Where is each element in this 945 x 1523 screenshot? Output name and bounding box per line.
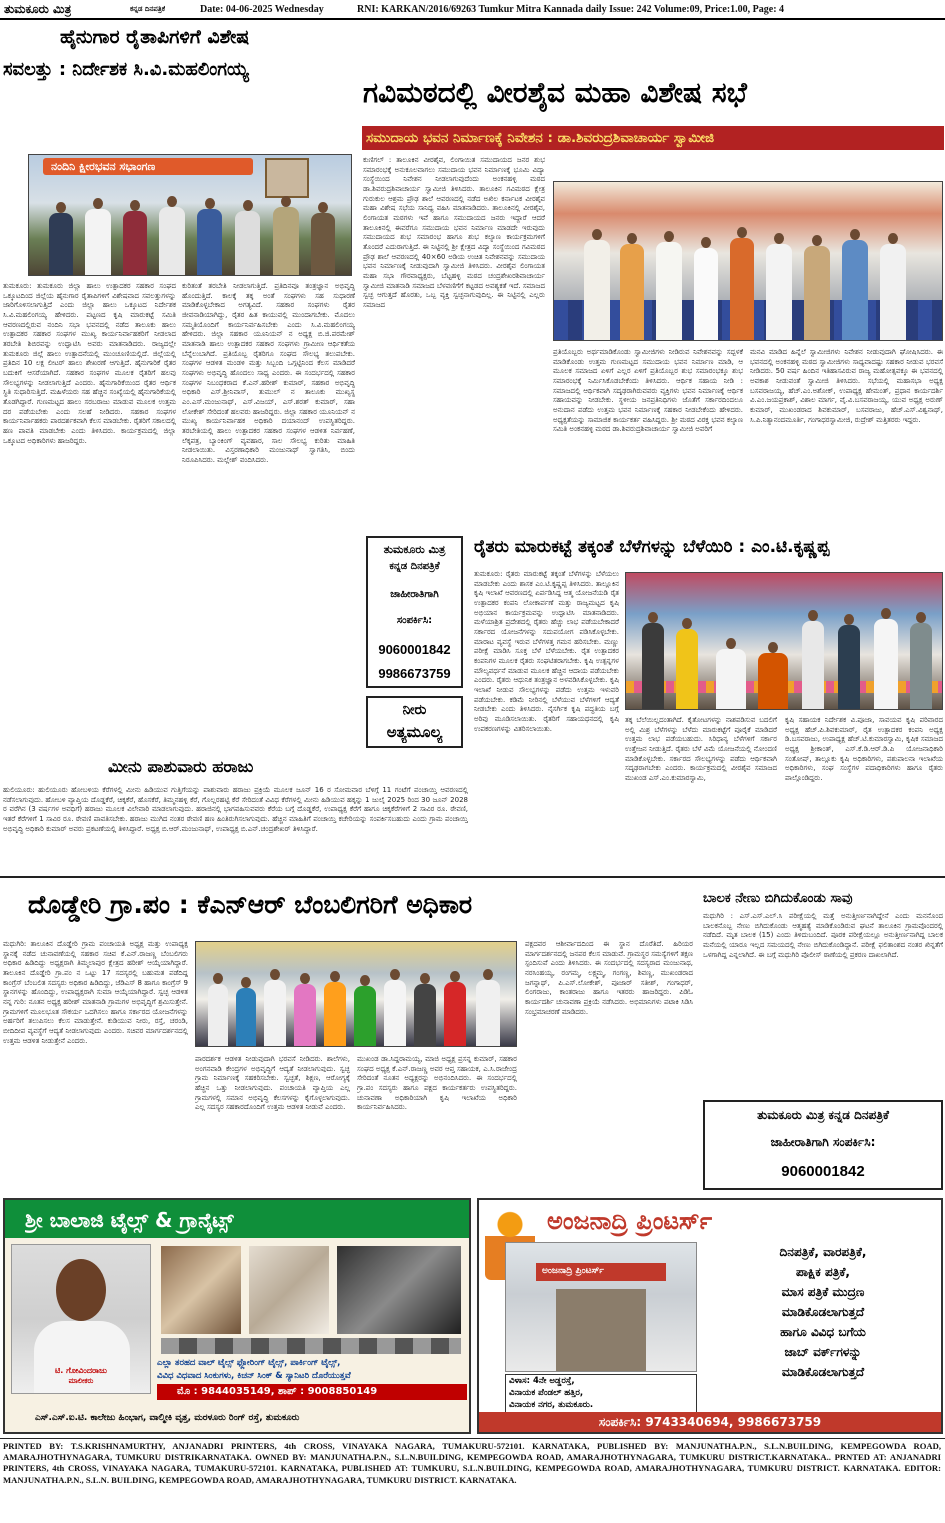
masthead-info: RNI: KARKAN/2016/69263 Tumkur Mitra Kannada daily Issue: 242 Volume:09, Price:1.00, Page: 4 — [357, 4, 785, 15]
tile-sample — [249, 1246, 329, 1334]
ad2-line: ಜಾಹೀರಾತಿಗಾಗಿ ಸಂಪರ್ಕಿಸಿ: — [770, 1135, 876, 1149]
photo-person — [584, 240, 610, 340]
anjanadri-address-box — [505, 1374, 697, 1414]
ad2-title: ತುಮಕೂರು ಮಿತ್ರ ಕನ್ನಡ ದಿನಪತ್ರಿಕೆ — [757, 1108, 889, 1122]
story3-headline: ರೈತರು ಮಾರುಕಟ್ಟೆ ತಕ್ಕಂತೆ ಬೆಳೆಗಳನ್ನು ಬೆಳೆಯಿರಿ : ಎಂ.ಟಿ.ಕೃಷ್ಣಪ್ಪ — [474, 537, 830, 557]
story1-column-1: ತುಮಕೂರು: ತುಮಕೂರು ಜಿಲ್ಲಾ ಹಾಲು ಉತ್ಪಾದಕರ ಸಹಕಾರ ಸಂಘದ ಒಕ್ಕೂಟದಿಂದ ಜಿಲ್ಲೆಯ ಹೈನುಗಾರ ರೈತಾಪಿಗಳಿಗೆ ವಿಶೇಷವಾದ ಸವಲತ್ತುಗಳನ್ನು ಜಾರಿಗೊಳಿಸಲಾಗುತ್ತಿದೆ ಎಂದು ಜಿಲ್ಲಾ ಹಾಲು ಒಕ್ಕೂಟದ ನಿರ್ದೇಶಕ ಸಿ.ವಿ.ಮಹಲಿಂಗಯ್ಯ ಹೇಳಿದರು. ಪಟ್ಟಣದ ಕೃಷಿ ಮಾರುಕಟ್ಟೆ ಸಮಿತಿ ಆವರಣದಲ್ಲಿರುವ ನಂದಿನಿ ಸಭಾ ಭವನದಲ್ಲಿ ನಡೆದ ತಾಲೂಕು ಹಾಲು ಉತ್ಪಾದಕರ ಸಹಕಾರ ಸಂಘಗಳ ಮುಖ್ಯ ಕಾರ್ಯನಿರ್ವಾಹಕರಿಗೆ ನೀಡಲಾದ ತರಬೇತಿ ಶಿಬಿರವನ್ನು ಉದ್ಘಾಟಿಸಿ ಅವರು ಮಾತನಾಡಿದರು. ರಾಜ್ಯದಲ್ಲೇ ತುಮಕೂರು ಜಿಲ್ಲೆ ಹಾಲು ಉತ್ಪಾದನೆಯಲ್ಲಿ ಮುಂಚೂಣಿಯಲ್ಲಿದೆ. ಜಿಲ್ಲೆಯಲ್ಲಿ ಪ್ರತಿದಿನ 10 ಲಕ್ಷ ಲೀಟರ್ ಹಾಲು ಶೇಖರಣೆ ಆಗುತ್ತಿದೆ. ಹೈನುಗಾರಿಕೆ ರೈತರ ಬದುಕಿಗೆ ಆಸರೆಯಾಗಿದೆ. ಸಹಕಾರ ಸಂಘಗಳ ಮೂಲಕ ರೈತರಿಗೆ ಹಲವು ಸೌಲಭ್ಯಗಳನ್ನು ನೀಡಲಾಗುತ್ತಿದೆ ಎಂದರು. ಹೈನುಗಾರಿಕೆಯಿಂದ ರೈತರ ಆರ್ಥಿಕ ಸ್ಥಿತಿ ಸುಧಾರಿಸುತ್ತಿದೆ. ಮಹಿಳೆಯರು ಸಹ ಹೆಚ್ಚಿನ ಸಂಖ್ಯೆಯಲ್ಲಿ ಹೈನುಗಾರಿಕೆಯಲ್ಲಿ ತೊಡಗಿದ್ದಾರೆ. ಗುಣಮಟ್ಟದ ಹಾಲು ಸರಬರಾಜು ಮಾಡುವ ಮೂಲಕ ಉತ್ತಮ ದರ ಪಡೆಯಬೇಕು ಎಂದು ಸಲಹೆ ನೀಡಿದರು. ಸಹಕಾರ ಸಂಘಗಳ ಕಾರ್ಯನಿರ್ವಾಹಕರು ಪಾರದರ್ಶಕವಾಗಿ ಕೆಲಸ ಮಾಡಬೇಕು. ರೈತರಿಗೆ ಸಕಾಲದಲ್ಲಿ ಹಣ ಪಾವತಿ ಮಾಡಬೇಕು ಎಂದು ತಿಳಿಸಿದರು. ಕಾರ್ಯಕ್ರಮದಲ್ಲಿ ಜಿಲ್ಲಾ ಒಕ್ಕೂಟದ ಅಧಿಕಾರಿಗಳು ಹಾಜರಿದ್ದರು. — [3, 282, 176, 445]
ad-box-contact — [366, 536, 463, 688]
photo-person — [354, 986, 376, 1046]
story6-body: ಮಧುಗಿರಿ : ಎಸ್.ಎಸ್.ಎಲ್.ಸಿ ಪರೀಕ್ಷೆಯಲ್ಲಿ ಮತ್ತೆ ಅನುತ್ತೀರ್ಣನಾಗಿದ್ದೇನೆ ಎಂದು ಮನನೊಂದ ಬಾಲಕನೊಬ್ಬ ನೇಣು ಬಿಗಿದುಕೊಂಡು ಆತ್ಮಹತ್ಯೆ ಮಾಡಿಕೊಂಡಿರುವ ಘಟನೆ ತಾಲೂಕಿನ ಗ್ರಾಮವೊಂದರಲ್ಲಿ ನಡೆದಿದೆ. ಮೃತ ಬಾಲಕ (15) ಎಂದು ತಿಳಿದುಬಂದಿದೆ. ಪೂರಕ ಪರೀಕ್ಷೆಯಲ್ಲೂ ಅನುತ್ತೀರ್ಣನಾಗಿದ್ದ ಬಾಲಕ ಮನೆಯಲ್ಲಿ ಯಾರೂ ಇಲ್ಲದ ಸಮಯದಲ್ಲಿ ನೇಣು ಬಿಗಿದುಕೊಂಡಿದ್ದಾನೆ. ಪರೀಕ್ಷೆ ಫಲಿತಾಂಶದ ನಂತರ ಖಿನ್ನತೆಗೆ ಒಳಗಾಗಿದ್ದ ಎನ್ನಲಾಗಿದೆ. ಈ ಬಗ್ಗೆ ಮಧುಗಿರಿ ಪೊಲೀಸ್ ಠಾಣೆಯಲ್ಲಿ ಪ್ರಕರಣ ದಾಖಲಾಗಿದೆ. — [703, 912, 943, 959]
story2-subhead: ಸಮುದಾಯ ಭವನ ನಿರ್ಮಾಣಕ್ಕೆ ನಿವೇಶನ : ಡಾ.ಶಿವರುದ್ರಶಿವಾಚಾರ್ಯ ಸ್ವಾಮೀಜಿ — [366, 130, 715, 146]
balaji-desc2: ವಿವಿಧ ವಿಧವಾದ ಸಿಂಕುಗಳು, ಕಿಚನ್ ಸಿಂಕ್ & ಸ್ಯಾನಿಟರಿ ದೊರೆಯುತ್ತವೆ — [157, 1371, 351, 1381]
photo-person — [842, 240, 868, 340]
tile-sample — [161, 1338, 461, 1354]
photo-person — [159, 207, 185, 275]
photo-person — [910, 623, 932, 709]
photo-person — [620, 244, 644, 340]
story5-column-4: ಪಕ್ಷದವರ ಆಶೀರ್ವಾದದಿಂದ ಈ ಸ್ಥಾನ ದೊರೆತಿದೆ. ಹಿರಿಯರ ಮಾರ್ಗದರ್ಶನದಲ್ಲಿ ಜನಪರ ಕೆಲಸ ಮಾಡುವೆ. ಗ್ರಾಮಸ್ಥರ ಸಮಸ್ಯೆಗಳಿಗೆ ತಕ್ಷಣ ಸ್ಪಂದಿಸುವೆ ಎಂದು ತಿಳಿಸಿದರು. ಈ ಸಂದರ್ಭದಲ್ಲಿ ಸದಸ್ಯರಾದ ಮಂಜುನಾಥ, ನರಸಿಂಹಯ್ಯ, ರಂಗಮ್ಮ, ಲಕ್ಷ್ಮಮ್ಮ, ಗಂಗಣ್ಣ, ಶಿವಣ್ಣ, ಮುಖಂಡರಾದ ಜಗನ್ನಾಥ್, ಪಿ.ಎಸ್.ಲೋಕೇಶ್, ಪೂಜಾರ್ ಸತೀಶ್, ಗಂಗಾಧರ್, ಲಿಂಗರಾಜು, ಕಾಂತರಾಜು ಹಾಗೂ ಇತರರು ಹಾಜರಿದ್ದರು. ಪಿಡಿಓ ಕಾರ್ಯದರ್ಶಿ ಚುನಾವಣಾ ಪ್ರಕ್ರಿಯೆ ನಡೆಸಿದರು. ಅಭಿಮಾನಿಗಳು ಪಟಾಕಿ ಸಿಡಿಸಿ ಸಂಭ್ರಮಾಚರಣೆ ಮಾಡಿದರು. — [525, 940, 693, 1016]
shop-sign — [536, 1263, 666, 1281]
photo-person — [324, 982, 346, 1046]
anjanadri-contact: ಸಂಪರ್ಕಿಸಿ: 9743340694, 9986673759 — [598, 1415, 822, 1429]
service-line: ಪಾಕ್ಷಿಕ ಪತ್ರಿಕೆ, — [796, 1265, 850, 1279]
story6-headline: ಬಾಲಕ ನೇಣು ಬಿಗಿದುಕೊಂಡು ಸಾವು — [703, 891, 853, 906]
service-line: ಹಾಗೂ ವಿವಿಧ ಬಗೆಯ — [780, 1325, 866, 1339]
service-line: ಜಾಬ್ ವರ್ಕ್‌ಗಳನ್ನು — [784, 1345, 862, 1359]
story2-column-3: ಮನವಿ ಮಾಡಿದ ಹಿನ್ನೆಲೆ ಸ್ವಾಮೀಜಿಗಳು ನಿವೇಶನ ನೀಡುವುದಾಗಿ ಘೋಷಿಸಿದರು. ಈ ಭವನದಲ್ಲಿ ಅಂಕನಹಳ್ಳಿ ಮಠದ ಸ್ವಾಮೀಜಿಗಳು ಸಾಧ್ಯವಾದಷ್ಟು ಸಹಕಾರ ನೀಡುವ ಭರವಸೆ ನೀಡಿದರು. 50 ವರ್ಷ ಹಿಂದಿನ ಇತಿಹಾಸವಿರುವ ರಾಜ್ಯ ಮಹೋತ್ಸವಕ್ಕೂ ಈ ಭವನದಲ್ಲಿ ಅವಕಾಶ ನೀಡುವಂತೆ ಸ್ವಾಮೀಜಿ ತಿಳಿಸಿದರು. ಸಭೆಯಲ್ಲಿ ಮಹಾಸಭಾ ಅಧ್ಯಕ್ಷ ಬಸವರಾಜಯ್ಯ, ಹೆಚ್.ಎಂ.ಅಶೋಕ್, ಉಪಾಧ್ಯಕ್ಷ ಹೇಮಂತ್, ಪ್ರಧಾನ ಕಾರ್ಯದರ್ಶಿ ವಿ.ಎಂ.ಜಯಪ್ರಕಾಶ್, ವಿಶಾಲ ಮಾರ್ಗ, ವೈ.ವಿ.ಬಸವರಾಜಯ್ಯ, ಯುವ ಅಧ್ಯಕ್ಷ ಅರುಣ್ ಕುಮಾರ್, ಮುಖಂಡರಾದ ಶಿವಕುಮಾರ್, ಬಸವರಾಜು, ಹೆಚ್.ಎಸ್.ವಿಶ್ವನಾಥ್, ಸಿ.ಪಿ.ನಿತ್ಯಾನಂದಮೂರ್ತಿ, ಗಂಗಾಧರಸ್ವಾಮೀಜಿ, ರುದ್ರೇಶ್ ಮತ್ತಿತರರು ಇದ್ದರು. — [750, 348, 943, 424]
photo-person — [804, 246, 830, 340]
portrait-frame — [265, 158, 309, 198]
service-line: ಮಾಡಿಕೊಡಲಾಗುತ್ತದೆ — [781, 1305, 865, 1319]
story3-column-3: ಕೃಷಿ ಸಹಾಯಕ ನಿರ್ದೇಶಕ ವಿ.ಪೂಜಾ, ಸಾವಯವ ಕೃಷಿ ಪರಿವಾರದ ಅಧ್ಯಕ್ಷ ಹೆಚ್.ಪಿ.ಶಿವಕುಮಾರ್, ರೈತ ಉತ್ಪಾದಕರ ಕಂಪನಿ ಅಧ್ಯಕ್ಷ ಡಿ.ಬಸವರಾಜು, ಉಪಾಧ್ಯಕ್ಷ ಹೆಚ್.ಟಿ.ಕುಮಾರಸ್ವಾಮಿ, ಕೃಷಿಕ ಸಮಾಜದ ಅಧ್ಯಕ್ಷ ಶ್ರೀಕಾಂತ್, ಎಸ್.ಕೆ.ಡಿ.ಆರ್.ಡಿ.ಪಿ ಯೋಜನಾಧಿಕಾರಿ ಸಂತೋಷ್, ತಾಲ್ಲೂಕು ಕೃಷಿ ಅಧಿಕಾರಿಗಳು, ಪಶುಪಾಲನಾ ಇಲಾಖೆಯ ಅಧಿಕಾರಿಗಳು, ಸಂಘ ಸಂಸ್ಥೆಗಳ ಪದಾಧಿಕಾರಿಗಳು ಹಾಗೂ ರೈತರು ಪಾಲ್ಗೊಂಡಿದ್ದರು. — [785, 716, 943, 782]
photo-person — [802, 621, 824, 709]
photo-person — [236, 988, 256, 1046]
balaji-title: ಶ್ರೀ ಬಾಲಾಜಿ ಟೈಲ್ಸ್ & ಗ್ರಾನೈಟ್ಸ್ — [25, 1208, 234, 1232]
water-slogan-box — [366, 696, 463, 748]
story1-photo — [28, 154, 352, 276]
photo-person — [642, 623, 664, 709]
story4-headline: ಮೀನು ಪಾಶುವಾರು ಹರಾಜು — [108, 757, 254, 776]
story3-column-2: ತಕ್ಕ ಬೆಲೆಯಿಲ್ಲದಂತಾಗಿದೆ. ಕೈತೋಟಗಳನ್ನು ನಾಶಪಡಿಸುವ ಬದಲಿಗೆ ಅಲ್ಲಿ ಮಿಶ್ರ ಬೆಳೆಗಳನ್ನು ಬೆಳೆದು ಮಾರುಕಟ್ಟೆಗೆ ಪೂರೈಕೆ ಮಾಡಿದರೆ ಉತ್ತಮ ಲಾಭ ಪಡೆಯಬಹುದು. ಸಿರಿಧಾನ್ಯ ಬೆಳೆಗಳಿಗೆ ಸರ್ಕಾರ ಉತ್ತೇಜನ ನೀಡುತ್ತಿದೆ. ರೈತರು ಬೆಳೆ ವಿಮೆ ಯೋಜನೆಯಲ್ಲಿ ನೋಂದಣಿ ಮಾಡಿಕೊಳ್ಳಬೇಕು. ಸರ್ಕಾರದ ಸೌಲಭ್ಯಗಳನ್ನು ಪಡೆದು ಆರ್ಥಿಕವಾಗಿ ಸದೃಢರಾಗಬೇಕು ಎಂದರು. ಕಾರ್ಯಕ್ರಮದಲ್ಲಿ ವೀರಶೈವ ಸಮಾಜದ ಮುಖಂಡ ಎಸ್.ಎಂ.ಕುಮಾರಸ್ವಾಮಿ, — [625, 716, 777, 782]
photo-person — [311, 213, 335, 275]
story5-column-3: ಮುಖಂಡ ಡಾ.ಸಿದ್ದರಾಮಯ್ಯ, ಮಾಜಿ ಅಧ್ಯಕ್ಷ ಪ್ರಸನ್ನ ಕುಮಾರ್, ಸಹಕಾರ ಸಂಘದ ಅಧ್ಯಕ್ಷ ಕೆ.ಎನ್.ರಾಜಣ್ಣ ಅವರ ಆಪ್ತ ಸಹಾಯಕ, ಎ.ಸಿ.ರಾಜೇಂದ್ರ ಸೇರಿದಂತೆ ನೂತನ ಅಧ್ಯಕ್ಷರನ್ನು ಅಭಿನಂದಿಸಿದರು. ಈ ಸಂದರ್ಭದಲ್ಲಿ ಗ್ರಾ.ಪಂ ಸದಸ್ಯರು ಹಾಗೂ ಪಕ್ಷದ ಕಾರ್ಯಕರ್ತರು ಉಪಸ್ಥಿತರಿದ್ದರು. ಚುನಾವಣಾ ಅಧಿಕಾರಿಯಾಗಿ ಕೃಷಿ ಇಲಾಖೆಯ ಅಧಿಕಾರಿ ಕಾರ್ಯನಿರ್ವಹಿಸಿದರು. — [357, 1055, 517, 1112]
tile-sample — [337, 1246, 461, 1334]
photo-person — [880, 244, 906, 340]
story5-column-1: ಮಧುಗಿರಿ: ತಾಲೂಕಿನ ದೊಡ್ಡೇರಿ ಗ್ರಾಮ ಪಂಚಾಯತಿ ಅಧ್ಯಕ್ಷ ಮತ್ತು ಉಪಾಧ್ಯಕ್ಷ ಸ್ಥಾನಕ್ಕೆ ನಡೆದ ಚುನಾವಣೆಯಲ್ಲಿ ಸಹಕಾರ ಸಚಿವ ಕೆ.ಎನ್.ರಾಜಣ್ಣ ಬೆಂಬಲಿಗರು ಅಧಿಕಾರ ಹಿಡಿದಿದ್ದು ಅಧ್ಯಕ್ಷರಾಗಿ ತಿಮ್ಮಲಾಪುರ ಕ್ಷೇತ್ರದ ಹರೀಶ್ ಆಯ್ಕೆಯಾಗಿದ್ದಾರೆ. ತಾಲೂಕಿನ ದೊಡ್ಡೇರಿ ಗ್ರಾ.ಪಂ ನ ಒಟ್ಟು 17 ಸದಸ್ಯರಲ್ಲಿ ಬಹುಮತ ಪಡೆದಿದ್ದ ಕಾಂಗ್ರೆಸ್ ಬೆಂಬಲಿತ ಸದಸ್ಯರು ಅಧಿಕಾರ ಹಿಡಿದಿದ್ದು, ಜೆಡಿಎಸ್ 8 ಹಾಗೂ ಕಾಂಗ್ರೆಸ್ 9 ಸ್ಥಾನಗಳನ್ನು ಹೊಂದಿದ್ದು, ಉಪಾಧ್ಯಕ್ಷರಾಗಿ ಸುಮಾ ಆಯ್ಕೆಯಾಗಿದ್ದಾರೆ. ಸ್ವಚ್ಛ ಆಡಳಿತ ನನ್ನ ಗುರಿ: ನೂತನ ಅಧ್ಯಕ್ಷ ಹರೀಶ್ ಮಾತನಾಡಿ ಗ್ರಾಮಗಳ ಅಭಿವೃದ್ಧಿಗೆ ಶ್ರಮಿಸುತ್ತೇನೆ. ಗ್ರಾಮಗಳಿಗೆ ಮೂಲಭೂತ ಸೌಕರ್ಯ ಒದಗಿಸಲು ಹಾಗೂ ಸರ್ಕಾರದ ಯೋಜನೆಗಳನ್ನು ಅರ್ಹರಿಗೆ ತಲುಪಿಸಲು ಕೆಲಸ ಮಾಡುತ್ತೇನೆ. ಕುಡಿಯುವ ನೀರು, ರಸ್ತೆ, ಚರಂಡಿ, ಬೀದಿದೀಪ ವ್ಯವಸ್ಥೆಗೆ ಆದ್ಯತೆ ನೀಡಲಾಗುವುದು ಎಂದರು. ಸಚಿವರ ಮಾರ್ಗದರ್ಶನದಲ್ಲಿ ಉತ್ತಮ ಆಡಳಿತ ನೀಡುತ್ತೇನೆ ಎಂದರು. — [3, 940, 188, 1045]
balaji-phone-bar — [157, 1384, 467, 1400]
photo-person — [414, 984, 436, 1046]
photo-person — [85, 209, 111, 275]
ad1-subtitle: ಕನ್ನಡ ದಿನಪತ್ರಿಕೆ — [389, 561, 440, 572]
story4-body: ಹುಲಿಯೂರು: ಹುಲಿಯೂರು ಹೋಬಳಿಯ ಕೆರೆಗಳಲ್ಲಿ ಮೀನು ಹಿಡಿಯುವ ಗುತ್ತಿಗೆಯನ್ನು ಪಾಶುವಾರು ಹರಾಜು ಪ್ರಕ್ರಿಯೆ ಮೂಲಕ ಜೂನ್ 16 ರ ಸೋಮವಾರ ಬೆಳಿಗ್ಗೆ 11 ಗಂಟೆಗೆ ಪಂಚಾಯ್ತಿ ಆವರಣದಲ್ಲಿ ನಡೆಸಲಾಗುವುದು. ಹೋಬಳಿ ವ್ಯಾಪ್ತಿಯ ದೊಡ್ಡಕೆರೆ, ಚಿಕ್ಕಕೆರೆ, ಹೊಸಕೆರೆ, ತಿಮ್ಮನಹಳ್ಳಿ ಕೆರೆ, ಗೊಲ್ಲರಹಟ್ಟಿ ಕೆರೆ ಸೇರಿದಂತೆ ವಿವಿಧ ಕೆರೆಗಳಲ್ಲಿ ಮೀನು ಹಿಡಿಯುವ ಹಕ್ಕನ್ನು 1 ಜುಲೈ 2025 ರಿಂದ 30 ಜೂನ್ 2028 ರ ವರೆಗಿನ (3 ವರ್ಷಗಳ ಅವಧಿಗೆ) ಹರಾಜು ಮೂಲಕ ವಿಲೇವಾರಿ ಮಾಡಲಾಗುವುದು. ಹರಾಜಿನಲ್ಲಿ ಭಾಗವಹಿಸುವವರು ಕೆರೆಯ ಬಗ್ಗೆ ದೊಡ್ಡಕೆರೆ, ಉಪಾಧ್ಯಕ್ಷ ಕೆರೆಗೆ ಹಾಗೂ ಚಿಕ್ಕಕೆರೆಗಳಿಗೆ 2 ಸಾವಿರ ರೂ. ಠೇವಣಿ, ಇತರೆ ಕೆರೆಗಳಿಗೆ 1 ಸಾವಿರ ರೂ. ಠೇವಣಿ ಪಾವತಿಸಬೇಕು. ಹರಾಜು ಮುಗಿದ ನಂತರ ಠೇವಣಿ ಹಣ ಹಿಂತಿರುಗಿಸಲಾಗುವುದು. ಹೆಚ್ಚಿನ ಮಾಹಿತಿಗೆ ಪಂಚಾಯ್ತಿ ಕಚೇರಿಯನ್ನು ಸಂಪರ್ಕಿಸಬಹುದು ಎಂದು ಗ್ರಾಮ ಪಂಚಾಯ್ತಿ ಅಭಿವೃದ್ಧಿ ಅಧಿಕಾರಿ ಕುಮಾರ್ ಅವರು ಪ್ರಕಟಣೆಯಲ್ಲಿ ತಿಳಿಸಿದ್ದಾರೆ. ಅಧ್ಯಕ್ಷ ಬಿ.ಆರ್.ಮಂಜುನಾಥ್, ಉಪಾಧ್ಯಕ್ಷ ಬಿ.ಎನ್.ಚಂದ್ರಶೇಖರ್ ತಿಳಿಸಿದ್ದಾರೆ. — [3, 786, 468, 833]
balaji-portrait — [11, 1244, 151, 1394]
photo-person — [766, 244, 792, 340]
story3-photo — [625, 572, 943, 710]
anjanadri-addr2: ವಿನಾಯಕ ಪೆಂಡಲ್ ಹತ್ತಿರ, — [509, 1388, 584, 1398]
photo-person — [676, 629, 698, 709]
story2-photo — [553, 181, 943, 341]
anjanadri-addr3: ವಿನಾಯಕ ನಗರ, ತುಮಕೂರು. — [509, 1400, 594, 1410]
photo-person — [235, 211, 260, 275]
ad1-title: ತುಮಕೂರು ಮಿತ್ರ — [383, 543, 446, 556]
story2-column-1: ಕುಣಿಗಲ್ : ತಾಲೂಕಿನ ವೀರಶೈವ, ಲಿಂಗಾಯಿತ ಸಮುದಾಯದ ಜನರ ಶುಭ ಸಮಾರಂಭಕ್ಕೆ ಅನುಕೂಲವಾಗಲು ಸಮುದಾಯ ಭವನ ನಿರ್ಮಾಣಕ್ಕೆ ಭೂಮಿ ವಿದ್ಯಾ ಸಂಸ್ಥೆಯಿಂದ ನಿವೇಶನ ನೀಡಲಾಗುವುದೆಂದು ಅಂಕನಹಳ್ಳಿ ಮಠದ ಡಾ.ಶಿವರುದ್ರಶಿವಾಚಾರ್ಯ ಸ್ವಾಮೀಜಿ ತಿಳಿಸಿದರು. ತಾಲೂಕಿನ ಗವಿಮಠದ ಕ್ಷೇತ್ರ ಗುರುಕುಲ ಆಶ್ರಮ ಪ್ರೌಢ ಶಾಲೆ ಆವರಣದಲ್ಲಿ ನಡೆದ ಅಖಿಲ ಕರ್ನಾಟಕ ವೀರಶೈವ ಮಹಾ ವಿಶೇಷ ಸಭೆಯ ಸಾನಿಧ್ಯ ವಹಿಸಿ ಮಾತನಾಡಿದರು. ತಾಲೂಕಿನಲ್ಲಿ ವೀರಶೈವ, ಲಿಂಗಾಯತ ಮಠಗಳು ಇವೆ ಹಾಗೂ ಸಮುದಾಯದ ಜನರು ಇದ್ದಾರೆ ಆದರೆ ತಾಲೂಕಿನಲ್ಲಿ ಈವರೆಗೂ ಸಮುದಾಯ ಭವನ ನಿರ್ಮಾಣ ಮಾಡದೇ ಇರುವುದು ಸಮುದಾಯದ ಶುಭ ಸಮಾರಂಭ ಹಾಗೂ ಶುಭ ಕಲ್ಯಾಣ ಕಾರ್ಯಕ್ರಮಗಳಿಗೆ ತೊಂದರೆ ಎದುರಾಗುತ್ತಿದೆ. ಈ ನಿಟ್ಟಿನಲ್ಲಿ ಶ್ರೀ ಕ್ಷೇತ್ರದ ವಿದ್ಯಾ ಸಂಸ್ಥೆಯಿಂದ ಗವಿಮಠದ ಪ್ರೌಢ ಶಾಲೆ ಆವರಣದಲ್ಲಿ 40×60 ಅಡಿಯ ಉಚಿತ ನಿವೇಶನವನ್ನು ಸಮುದಾಯ ಭವನ ನಿರ್ಮಾಣಕ್ಕೆ ನೀಡುವುದಾಗಿ ಸ್ವಾಮೀಜಿ ತಿಳಿಸಿದರು. ವೀರಶೈವ ಲಿಂಗಾಯತ ಮಹಾ ಸಭಾ ಗೌರವಾಧ್ಯಕ್ಷರು, ಬೆಟ್ಟಹಳ್ಳಿ ಮಠದ ಚಂದ್ರಶೇಖರಶಿವಾಚಾರ್ಯ ಸ್ವಾಮೀಜಿ ಮಾತನಾಡಿ ಸಮಾಜದ ಬೆಳವಣಿಗೆಗೆ ಕಟ್ಟಡದ ಅವಶ್ಯಕತೆ ಇದೆ. ಸಮಾಜದ ಸ್ವಚ್ಛ ಆಗುತ್ತದೆ ಹೊರತು, ಒಬ್ಬ ವ್ಯಕ್ತಿ ಸ್ವಚ್ಛನಾಗುವುದಿಲ್ಲ. ಈ ನಿಟ್ಟಿನಲ್ಲಿ ಎಲ್ಲರು ಸಮಾಜದ — [363, 156, 545, 309]
ad-balaji-tiles — [3, 1198, 471, 1434]
story5-headline: ದೊಡ್ಡೇರಿ ಗ್ರಾ.ಪಂ : ಕೆಎನ್‌ಆರ್ ಬೆಂಬಲಿಗರಿಗೆ ಅಧಿಕಾರ — [28, 890, 473, 919]
balaji-title-bar — [5, 1200, 469, 1238]
divider — [0, 876, 945, 878]
photo-person — [208, 984, 228, 1046]
photo-person — [49, 213, 73, 275]
photo-person — [444, 982, 466, 1046]
photo-person — [197, 209, 222, 275]
story2-column-2: ಪ್ರತಿಯೊಬ್ಬರು ಅರ್ಥಮಾಡಿಕೊಂಡು ಸ್ವಾಮೀಜಿಗಳು ನೀಡಿರುವ ನಿವೇಶನವನ್ನು ಸದ್ಬಳಕೆ ಮಾಡಿಕೊಂಡು ಉತ್ತಮ ಗುಣಮಟ್ಟದ ಸಮುದಾಯ ಭವನ ನಿರ್ಮಾಣ ಮಾಡಿ, ಆ ಮೂಲಕ ಸಮಾಜದ ಏಳಿಗೆ ಎಲ್ಲರ ಏಳಿಗೆ ಪ್ರತಿಯೊಬ್ಬರ ಶುಭ ಸಮಾರಂಭಕ್ಕೂ ಶುಭ ಸಮಾರಂಭಕ್ಕೆ ನಿರ್ಮಿಸಿಕೊಡಬೇಕೆಂದು ತಿಳಿಸಿದರು. ಆರ್ಥಿಕ ಸಹಾಯ ನೀಡಿ : ಸಮಾಜದಲ್ಲಿ ಆರ್ಥಿಕವಾಗಿ ಸದೃಢರಾಗಿರುವವರು ವ್ಯಕ್ತಿಗಳು ಭವನ ನಿರ್ಮಾಣಕ್ಕೆ ಆರ್ಥಿಕ ಸಹಾಯವನ್ನು ನೀಡಬೇಕು. ಸ್ಥಳೀಯ ಜನಪ್ರತಿನಿಧಿಗಳು ಜೊತೆಗೆ ಸರ್ಕಾರದಿಂದಲೂ ಅನುದಾನ ಪಡೆದು ಉತ್ತಮ ಭವನ ನಿರ್ಮಾಣಕ್ಕೆ ಸಹಕಾರ ನೀಡಬೇಕೆಂದು ಹೇಳಿದರು. ಅಧ್ಯಕ್ಷತೆಯನ್ನು ಸಾಮಾಜಿಕ ಕಾರ್ಯಕರ್ತ ವಹಿಸಿದ್ದರು. ಶ್ರೀ ಮಠದ ವಿರಕ್ತ ಭವನ ಕಲ್ಯಾಣ ಸಮಿತಿ ಅಂಕನಹಳ್ಳಿ ಮಠದ ಡಾ.ಶಿವರುದ್ರಶಿವಾಚಾರ್ಯ ಸ್ವಾಮೀಜಿ ಅವರಿಗೆ — [553, 348, 743, 434]
story1-column-2: ಕುರಿತಂತೆ ತರಬೇತಿ ನೀಡಲಾಗುತ್ತಿದೆ. ಪ್ರತಿದಿನವೂ ತಂತ್ರಜ್ಞಾನ ಅಭಿವೃದ್ಧಿ ಹೊಂದುತ್ತಿದೆ. ಕಾಲಕ್ಕೆ ತಕ್ಕ ಅಂತೆ ಸಂಘಗಳು ಸಹ ಸುಧಾರಣೆ ಮಾಡಿಕೊಳ್ಳಬೇಕಾದ ಅಗತ್ಯವಿದೆ. ಸಹಕಾರ ಸಂಘಗಳು ರೈತರ ಜೀವನಾಡಿಯಾಗಿದ್ದು, ರೈತರ ಹಿತ ಕಾಯುವಲ್ಲಿ ಮುಂದಾಗಬೇಕು. ಮೊದಲು ಸಮ್ಮತಿಯೊಂದಿಗೆ ಕಾರ್ಯನಿರ್ವಹಿಸಬೇಕು ಎಂದು ಸಿ.ವಿ.ಮಹಲಿಂಗಯ್ಯ ಹೇಳಿದರು. ಜಿಲ್ಲಾ ಸಹಕಾರ ಯೂನಿಯನ್ ನ ಅಧ್ಯಕ್ಷ ಬಿ.ಜಿ.ಪರಮೇಶ್ ಮಾತನಾಡಿ ಹಾಲು ಉತ್ಪಾದಕರ ಸಹಕಾರ ಸಂಘಗಳು ಗ್ರಾಮೀಣ ಆರ್ಥಿಕತೆಯ ಬೆನ್ನೆಲುಬಾಗಿದೆ. ಪ್ರತಿಯೊಬ್ಬ ರೈತರಿಗೂ ಸಂಘದ ಸೌಲಭ್ಯ ತಲುಪಬೇಕು. ಸಂಘಗಳ ಆಡಳಿತ ಮಂಡಳಿ ಮತ್ತು ಸಿಬ್ಬಂದಿ ಒಗ್ಗಟ್ಟಿನಿಂದ ಕೆಲಸ ಮಾಡಿದರೆ ಸಂಘಗಳು ಅಭಿವೃದ್ಧಿ ಹೊಂದಲು ಸಾಧ್ಯ ಎಂದರು. ಈ ಸಂದರ್ಭದಲ್ಲಿ ಸಹಕಾರ ಸಂಘಗಳ ನಿಬಂಧಕರಾದ ಕೆ.ಎನ್.ಹರೀಶ್ ಕುಮಾರ್, ಸಹಕಾರ ಅಭಿವೃದ್ಧಿ ಅಧಿಕಾರಿ ಎಸ್.ಶ್ರೀನಿವಾಸ್, ತುಮುಲ್ ನ ತಾಲೂಕು ಮುಖ್ಯಸ್ಥ ಎಂ.ಎಸ್.ಮಂಜುನಾಥ್, ಎಸ್.ವಿಜಯ್, ಎಸ್.ಶರತ್ ಕುಮಾರ್, ಸಹಾ ಲೋಕೇಶ್ ಸೇರಿದಂತೆ ಹಲವರು ಹಾಜರಿದ್ದರು. ಜಿಲ್ಲಾ ಸಹಕಾರ ಯೂನಿಯನ್ ನ ಮುಖ್ಯ ಕಾರ್ಯನಿರ್ವಾಹಕ ಅಧಿಕಾರಿ ದಯಾನಂದ್ ಉಪಸ್ಥಿತರಿದ್ದರು. ತರಬೇತಿಯಲ್ಲಿ ಹಾಲು ಉತ್ಪಾದಕರ ಸಹಕಾರ ಸಂಘಗಳ ಆಡಳಿತ ನಿರ್ವಹಣೆ, ಲೆಕ್ಕಪತ್ರ, ಬ್ಯಾಂಕಿಂಗ್ ವ್ಯವಹಾರ, ಸಾಲ ಸೌಲಭ್ಯ ಕುರಿತು ಮಾಹಿತಿ ನೀಡಲಾಯಿತು. ವಿಸ್ತರಣಾಧಿಕಾರಿ ಮಂಜುನಾಥ್ ಸ್ವಾಗತಿಸಿ, ಬಿಂದು ನಿರೂಪಿಸಿದರು. ಮಲ್ಲೇಶ್ ವಂದಿಸಿದರು. — [182, 282, 355, 464]
service-line: ಮಾಡಿಕೊಡಲಾಗುತ್ತದೆ — [781, 1365, 865, 1379]
story5-photo — [195, 941, 517, 1047]
photo-person — [476, 980, 500, 1046]
anjanadri-contact-bar — [479, 1412, 941, 1432]
photo-person — [264, 980, 286, 1046]
divider — [0, 1438, 945, 1439]
story2-headline: ಗವಿಮಠದಲ್ಲಿ ವೀರಶೈವ ಮಹಾ ವಿಶೇಷ ಸಭೆ — [363, 76, 747, 109]
balaji-phones: ಮೊ : 9844035149, ಶಾಪ್ : 9008850149 — [177, 1386, 378, 1397]
photo-person — [874, 619, 898, 709]
ad2-phone: 9060001842 — [781, 1163, 865, 1180]
story1-headline-line2: ಸವಲತ್ತು : ನಿರ್ದೇಶಕ ಸಿ.ವಿ.ಮಹಲಿಂಗಯ್ಯ — [3, 59, 249, 80]
photo-person — [273, 207, 299, 275]
balaji-address: ಎಸ್.ಎಸ್.ಐ.ಟಿ. ಕಾಲೇಜು ಹಿಂಭಾಗ, ವಾಲ್ಮೀಕಿ ವೃತ್ತ, ಮರಳೂರು ರಿಂಗ್ ರಸ್ತೆ, ತುಮಕೂರು — [35, 1413, 300, 1423]
photo-person — [694, 248, 718, 340]
tile-sample — [161, 1246, 241, 1334]
ad1-phone2: 9986673759 — [378, 666, 451, 681]
masthead-logo-sub: ಕನ್ನಡ ದಿನಪತ್ರಿಕೆ — [130, 5, 166, 13]
ad1-phone1: 9060001842 — [378, 642, 451, 657]
portrait-head — [56, 1259, 106, 1321]
masthead-logo: ತುಮಕೂರು ಮಿತ್ರ — [4, 2, 72, 16]
photo-person — [838, 625, 860, 709]
photo-person — [758, 653, 788, 709]
ad1-line1: ಜಾಹೀರಾತಿಗಾಗಿ — [390, 589, 439, 600]
anjanadri-services — [707, 1244, 939, 1384]
balaji-person-sub: ಮಾಲೀಕರು — [68, 1377, 94, 1385]
photo-person — [716, 649, 746, 709]
shop-door — [556, 1289, 646, 1371]
photo-person — [384, 980, 406, 1046]
balaji-person-name: ಟಿ. ಗೋವಿಂದರಾಜು — [55, 1366, 107, 1375]
imprint: PRINTED BY: T.S.KRISHNAMURTHY, ANJANADRI PRINTERS, 4th CROSS, VINAYAKA NAGARA, TUMAKURU-572101. KARNATAKA, PUBLISHED BY: MANJUNATHA.P.N., S.L.N.BUILDING, KEMPEGOWDA ROAD, AMARAJHOTHYNAGARA, TUMKURU DISTRIKARNATAKA. OWNED BY: MANJUNATHA.P.N., S.L.N.BUILDING, KEMPEGOWDA ROAD, AMARAJHOTHYNAGARA, TUMKURU DISTRICT.KARNATAKA.. PRNTED AT: ANJANADRI PRINTERS, 4th CROSS, VINAYAKA NAGARA, TUMAKURU-572101. KARNATAKA, PUBLISHED AT: TUMKURU, S.L.N.BUILDING, KEMPEGOWDA ROAD, AMARAJHOTHYNAGARA, TUMKURU DISTRICT. KARNATAKA. EDITOR: MANJUNATHA.P.N., S.L.N. BUILDING, KEMPEGOWDA ROAD, AMARAJHOTHYNAGARA, TUMKURU DISTRICT. KARNATAKA. — [3, 1441, 941, 1485]
story1-headline-line1: ಹೈನುಗಾರ ರೈತಾಪಿಗಳಿಗೆ ವಿಶೇಷ — [60, 26, 250, 48]
service-line: ದಿನಪತ್ರಿಕೆ, ವಾರಪತ್ರಿಕೆ, — [779, 1245, 867, 1259]
balaji-desc1: ಎಲ್ಲಾ ತರಹದ ವಾಲ್ ಟೈಲ್ಸ್ ಫ್ಲೋರಿಂಗ್ ಟೈಲ್ಸ್, ಪಾರ್ಕಿಂಗ್ ಟೈಲ್ಸ್, — [157, 1358, 341, 1368]
anjanadri-addr1: ವಿಳಾಸ: 4ನೇ ಅಡ್ಡರಸ್ತೆ, — [509, 1376, 575, 1386]
service-line: ಮಾಸ ಪತ್ರಿಕೆ ಮುದ್ರಣ — [781, 1285, 865, 1299]
masthead-date: Date: 04-06-2025 Wednesday — [200, 4, 324, 15]
ad1-line2: ಸಂಪರ್ಕಿಸಿ: — [396, 615, 433, 626]
photo-person — [730, 238, 754, 340]
ad-box-contact-2 — [703, 1100, 943, 1190]
photo-person — [294, 984, 316, 1046]
anjanadri-title: ಅಂಜನಾದ್ರಿ ಪ್ರಿಂಟರ್ಸ್ — [547, 1206, 713, 1235]
story3-column-1: ತುಮಕೂರು: ರೈತರು ಮಾರುಕಟ್ಟೆ ತಕ್ಕಂತೆ ಬೆಳೆಗಳನ್ನು ಬೆಳೆಯಲು ಮಾಡಬೇಕು ಎಂದು ಶಾಸಕ ಎಂ.ಟಿ.ಕೃಷ್ಣಪ್ಪ ತಿಳಿಸಿದರು. ತಾಲ್ಲೂಕಿನ ಕೃಷಿ ಇಲಾಖೆ ಆವರಣದಲ್ಲಿ ಏರ್ಪಡಿಸಿದ್ದ ಆತ್ಮ ಯೋಜನೆಯಡಿ ರೈತ ಉತ್ಪಾದಕರ ಕಂಪನಿ ಲೋಕಾರ್ಪಣೆ ಮತ್ತು ರಾಜ್ಯಮಟ್ಟದ ಕೃಷಿ ಅಭಿಯಾನ ಕಾರ್ಯಕ್ರಮವನ್ನು ಉದ್ಘಾಟಿಸಿ ಮಾತನಾಡಿದರು. ಮಳೆಯಾಶ್ರಿತ ಪ್ರದೇಶದಲ್ಲಿ ರೈತರು ಹೆಚ್ಚು ಲಾಭ ಪಡೆಯಬೇಕಾದರೆ ಸರ್ಕಾರದ ಯೋಜನೆಗಳನ್ನು ಸದುಪಯೋಗ ಪಡಿಸಿಕೊಳ್ಳಬೇಕು. ಮಾರಾಟ ವ್ಯವಸ್ಥೆ ಇರುವ ಬೆಳೆಗಳತ್ತ ಗಮನ ಹರಿಸಬೇಕು. ಮಣ್ಣು ಪರೀಕ್ಷೆ ಮಾಡಿಸಿ ಸೂಕ್ತ ಬೆಳೆ ಬೆಳೆಯಬೇಕು. ರೈತ ಉತ್ಪಾದಕರ ಕಂಪನಿಗಳ ಮೂಲಕ ರೈತರು ಸಂಘಟಿತರಾಗಬೇಕು. ಕೃಷಿ ಉತ್ಪನ್ನಗಳ ಮೌಲ್ಯವರ್ಧನೆ ಮಾಡುವ ಮೂಲಕ ಹೆಚ್ಚಿನ ಆದಾಯ ಪಡೆಯಬೇಕು ಎಂದರು. ರೈತರು ಆಧುನಿಕ ತಂತ್ರಜ್ಞಾನ ಅಳವಡಿಸಿಕೊಳ್ಳಬೇಕು. ಕೃಷಿ ಇಲಾಖೆ ನೀಡುವ ಸೌಲಭ್ಯಗಳನ್ನು ಪಡೆದು ಉತ್ತಮ ಇಳುವರಿ ಪಡೆಯಬೇಕು. ಕಡಿಮೆ ನೀರಿನಲ್ಲಿ ಬೆಳೆಯುವ ಬೆಳೆಗಳಿಗೆ ಆದ್ಯತೆ ನೀಡಬೇಕು ಎಂದು ತಿಳಿಸಿದರು. ನೈಸರ್ಗಿಕ ಕೃಷಿ ಪದ್ಧತಿಯ ಬಗ್ಗೆ ಅರಿವು ಮೂಡಿಸಲಾಯಿತು. ರೈತರಿಗೆ ಸಹಾಯಧನದಲ್ಲಿ ಕೃಷಿ ಉಪಕರಣಗಳನ್ನು ವಿತರಿಸಲಾಯಿತು. — [474, 570, 619, 733]
water-line2: ಅತ್ಯಮೂಲ್ಯ — [386, 723, 443, 741]
photo-person — [123, 211, 147, 275]
story2-subhead-bar — [362, 126, 944, 150]
story1-banner-text: ನಂದಿನಿ ಕ್ಷೀರಭವನ ಸಭಾಂಗಣ — [51, 160, 156, 173]
water-line1: ನೀರು — [402, 702, 427, 718]
story5-column-2: ಪಾರದರ್ಶಕ ಆಡಳಿತ ನೀಡುವುದಾಗಿ ಭರವಸೆ ನೀಡಿದರು. ಶಾಲೆಗಳು, ಅಂಗನವಾಡಿ ಕೇಂದ್ರಗಳ ಅಭಿವೃದ್ಧಿಗೆ ಆದ್ಯತೆ ನೀಡಲಾಗುವುದು. ಸ್ವಚ್ಛ ಗ್ರಾಮ ನಿರ್ಮಾಣಕ್ಕೆ ಸಹಕರಿಸಬೇಕು. ಸ್ವಚ್ಛತೆ, ಶಿಕ್ಷಣ, ಆರೋಗ್ಯಕ್ಕೆ ಹೆಚ್ಚಿನ ಒತ್ತು ನೀಡಲಾಗುವುದು. ಪಂಚಾಯತಿ ವ್ಯಾಪ್ತಿಯ ಎಲ್ಲ ಗ್ರಾಮಗಳಲ್ಲಿ ಸಮಾನ ಅಭಿವೃದ್ಧಿ ಕೆಲಸಗಳನ್ನು ಕೈಗೊಳ್ಳಲಾಗುವುದು. ಎಲ್ಲ ಸದಸ್ಯರ ಸಹಕಾರದೊಂದಿಗೆ ಉತ್ತಮ ಆಡಳಿತ ನೀಡುವೆ ಎಂದರು. — [195, 1055, 350, 1112]
photo-person — [656, 242, 682, 340]
anjanadri-shop-photo — [505, 1242, 697, 1372]
ad-anjanadri-printers — [477, 1198, 943, 1434]
story1-banner — [43, 158, 253, 175]
shop-sign-text: ಅಂಜನಾದ್ರಿ ಪ್ರಿಂಟರ್ಸ್ — [542, 1266, 604, 1276]
masthead — [0, 0, 945, 20]
